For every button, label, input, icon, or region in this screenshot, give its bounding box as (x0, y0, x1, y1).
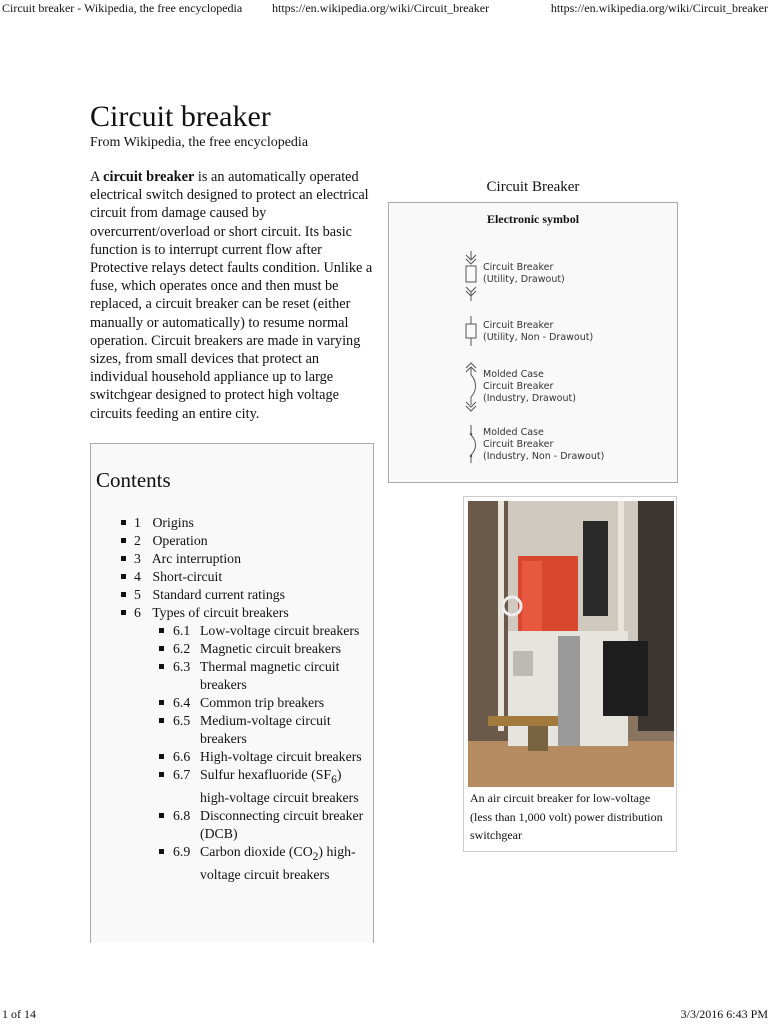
toc-item-label: Arc interruption (151, 551, 241, 566)
intro-prefix: A (90, 169, 104, 185)
article-subtitle: From Wikipedia, the free encyclopedia (90, 135, 309, 150)
toc-subitem-thermal-magnetic[interactable]: 6.3 Thermal magnetic circuit breakers (159, 658, 371, 694)
photo-thumbnail (463, 496, 677, 852)
infobox-symbols: Electronic symbol Circuit Breaker (Utility, Drawout) Circuit Breaker (Utility, Non - Drawout) Molded Case Circuit Breaker (Industry, Drawout) Molded Case Circuit Breaker (Industry, Non - Drawout) (388, 202, 678, 483)
header-page-title: Circuit breaker - Wikipedia, the free encyclopedia (2, 1, 243, 15)
print-header (0, 0, 768, 16)
header-url[interactable]: https://en.wikipedia.org/wiki/Circuit_breaker (272, 1, 490, 15)
infobox-heading: Electronic symbol (486, 212, 580, 226)
print-footer (0, 1008, 768, 1024)
toc-item-standard-current-ratings[interactable]: 5 Standard current ratings (121, 586, 371, 604)
toc-item-types[interactable]: 6 Types of circuit breakers 6.1 Low-voltage circuit breakers 6.2 Magnetic circuit breakers 6.3 Thermal magnetic circuit breakers 6.4 Common trip breakers 6.5 Medium-voltage circuit breakers 6.6 High-voltage circuit breakers 6.7 Sulfur hexafluoride $(SF_6)$ high-voltage circuit breakers 6.8 Disconnecting circuit breaker (DCB) 6.9 Carbon dioxide $(CO_2)$ high-voltage circuit breakers (121, 604, 371, 884)
toc-subitem-dcb[interactable]: 6.8 Disconnecting circuit breaker (DCB) (159, 807, 371, 843)
toc-item-operation[interactable]: 2 Operation (121, 532, 371, 550)
toc-subitem-high-voltage[interactable]: 6.6 High-voltage circuit breakers (159, 748, 371, 766)
infobox-caption: Circuit Breaker (486, 179, 580, 195)
toc-item-origins[interactable]: 1 Origins (121, 514, 371, 532)
intro-body: is an automatically operated electrical switch designed to protect an electrical circuit from damage caused by overcurrent/overload or short circuit. Its basic function is to interrupt current flow after Protective relays detect faults condition. Unlike a fuse, which operates once and then must be replaced, a circuit breaker can be reset (either manually or automatically) to resume normal operation. Circuit breakers are made in varying sizes, from small devices that protect an individual household appliance up to large switchgear designed to protect high voltage circuits feeding an entire city. (90, 169, 373, 422)
toc-subitem-sf6[interactable]: 6.7 Sulfur hexafluoride $(SF_6)$ high-voltage circuit breakers (159, 766, 371, 807)
breaker-drawout-symbol-icon (461, 251, 481, 301)
toc-item-short-circuit[interactable]: 4 Short-circuit (121, 568, 371, 586)
toc-item-label: Types of circuit breakers (152, 605, 289, 620)
toc-item-label: Origins (152, 515, 194, 530)
molded-breaker-symbol-icon (461, 425, 481, 465)
toc-item-arc-interruption[interactable]: 3 Arc interruption (121, 550, 371, 568)
table-of-contents (90, 443, 374, 943)
toc-subitem-medium-voltage[interactable]: 6.5 Medium-voltage circuit breakers (159, 712, 371, 748)
article-title: Circuit breaker (90, 100, 271, 133)
toc-list (121, 514, 371, 884)
toc-subitem-co2[interactable]: 6.9 Carbon dioxide $(CO_2)$ high-voltage circuit breakers (159, 843, 371, 884)
toc-item-label: Standard current ratings (152, 587, 286, 602)
molded-breaker-drawout-symbol-icon (461, 361, 481, 413)
air-circuit-breaker-photo[interactable] (468, 501, 674, 787)
toc-subitem-common-trip[interactable]: 6.4 Common trip breakers (159, 694, 371, 712)
toc-subitem-magnetic[interactable]: 6.2 Magnetic circuit breakers (159, 640, 371, 658)
breaker-symbol-icon (461, 316, 481, 348)
toc-item-label: Operation (152, 533, 208, 548)
header-url-right[interactable]: https://en.wikipedia.org/wiki/Circuit_breaker (550, 1, 768, 15)
page-counter: 1 of 14 (2, 1007, 36, 1021)
toc-sublist (159, 622, 371, 884)
toc-title: Contents (96, 468, 171, 492)
toc-subitem-low-voltage[interactable]: 6.1 Low-voltage circuit breakers (159, 622, 371, 640)
intro-paragraph (90, 168, 380, 423)
print-datetime: 3/3/2016 6:43 PM (680, 1007, 768, 1021)
photo-caption: An air circuit breaker for low-voltage (less than 1,000 volt) power distribution switchgear (470, 791, 663, 842)
toc-item-label: Short-circuit (152, 569, 223, 584)
intro-bold-term: circuit breaker (103, 169, 195, 185)
